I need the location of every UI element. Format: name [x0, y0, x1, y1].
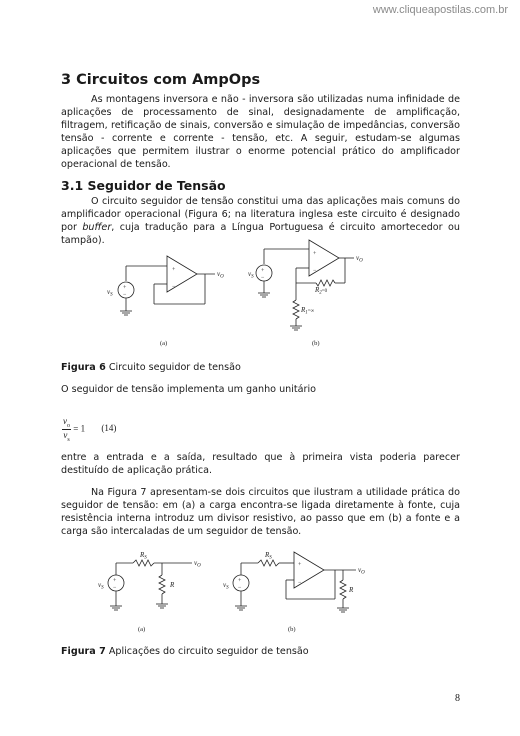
intro-paragraph: As montagens inversora e não - inversora são utilizadas numa infinidade de aplicações de processamento de sinal, designadamente de amplificação, filtragem, retificação de sinais, conversão e simulação de impedâncias, conversão tensão - corrente e corrente - tensão, etc. A seguir, estudam-se algumas aplicações que permitem ilustrar o enorme potencial prático do amplificador operacional de tensão. [61, 94, 460, 170]
buffer-term: buffer [82, 221, 112, 233]
svg-text:+: + [238, 578, 242, 584]
svg-text:+: + [172, 267, 176, 273]
fig6b-r2-label: $R_2^{=0}$ [315, 286, 328, 296]
load-resistor [340, 580, 346, 599]
figure-7-paragraph: Na Figura 7 apresentam-se dois circuitos que ilustram a utilidade prática do seguidor de tensão: em (a) a carga encontra-se ligada diretamente à fonte, cuja resistência interna introduz um divisor resistivo, ao passo que em (b) a fonte e a carga são intercaladas de um seguidor de tensão. [61, 487, 460, 537]
fig7-label-b: (b) [288, 626, 296, 633]
fig7b-vo-label: $v_O$ [358, 566, 365, 576]
svg-text:−: − [123, 292, 127, 298]
svg-text:−: − [172, 284, 176, 290]
fig7a-vs-label: $v_S$ [98, 581, 104, 591]
figure-7-caption [61, 646, 309, 657]
source-resistor [258, 560, 279, 566]
source-resistor [133, 560, 154, 566]
svg-text:+: + [261, 268, 265, 274]
svg-text:−: − [298, 580, 302, 586]
figure-6-caption [61, 362, 241, 373]
svg-text:+: + [313, 251, 317, 257]
gain-fraction: $\frac{v_o}{v_s}$ [63, 416, 70, 443]
svg-text:−: − [113, 585, 117, 591]
fig7b-r-label: R [349, 586, 354, 594]
fig7b-rs-label: $R_S$ [265, 551, 272, 561]
figure-6-caption-label: Figura 6 [61, 362, 106, 373]
gain-sentence: O seguidor de tensão implementa um ganho unitário [61, 384, 317, 395]
fig6b-vo-label: $v_O$ [356, 254, 363, 264]
fig6-label-b: (b) [312, 340, 320, 347]
svg-text:−: − [238, 585, 242, 591]
subsection-title: 3.1 Seguidor de Tensão [61, 178, 226, 193]
svg-text:+: + [113, 578, 117, 584]
after-equation-paragraph: entre a entrada e a saída, resultado que à primeira vista poderia parecer destituído de aplicação prática. [61, 452, 460, 476]
figure-7-caption-label: Figura 7 [61, 646, 106, 657]
fig7a-r-label: R [170, 581, 175, 589]
equation-number: (14) [101, 423, 117, 434]
fig7a-vo-label: $v_O$ [194, 559, 201, 569]
buffer-paragraph-start: O circuito seguidor de tensão constitui uma das aplicações mais comuns do amplificador operacional (Figura 6; na literatura inglesa este circuito é designado por [61, 196, 460, 233]
fig6a-vo-label: $v_O$ [217, 270, 224, 280]
fig6b-r1-label: $R_1^{=\infty}$ [301, 306, 315, 316]
site-url[interactable]: www.cliqueapostilas.com.br [372, 4, 508, 16]
svg-text:−: − [261, 275, 265, 281]
svg-text:+: + [123, 285, 127, 291]
fig6-label-a: (a) [160, 340, 168, 347]
svg-text:+: + [298, 562, 302, 568]
figure-6-caption-text: Circuito seguidor de tensão [105, 362, 241, 373]
page-number: 8 [455, 693, 460, 704]
equation-rhs: = 1 [73, 423, 86, 434]
fig6b-vs-label: $v_S$ [248, 270, 254, 280]
fig7-label-a: (a) [138, 626, 146, 633]
section-title: 3 Circuitos com AmpOps [61, 72, 261, 88]
fig6a-vs-label: $v_S$ [107, 288, 113, 298]
fig7a-rs-label: $R_S$ [140, 551, 147, 561]
figure-7-caption-text: Aplicações do circuito seguidor de tensão [105, 646, 309, 657]
load-resistor [159, 575, 165, 594]
buffer-paragraph-end: , cuja tradução para a Língua Portuguesa é circuito amortecedor ou tampão). [61, 221, 460, 246]
equation-14 [62, 416, 116, 443]
fig7b-vs-label: $v_S$ [223, 581, 229, 591]
svg-text:−: − [313, 268, 317, 274]
